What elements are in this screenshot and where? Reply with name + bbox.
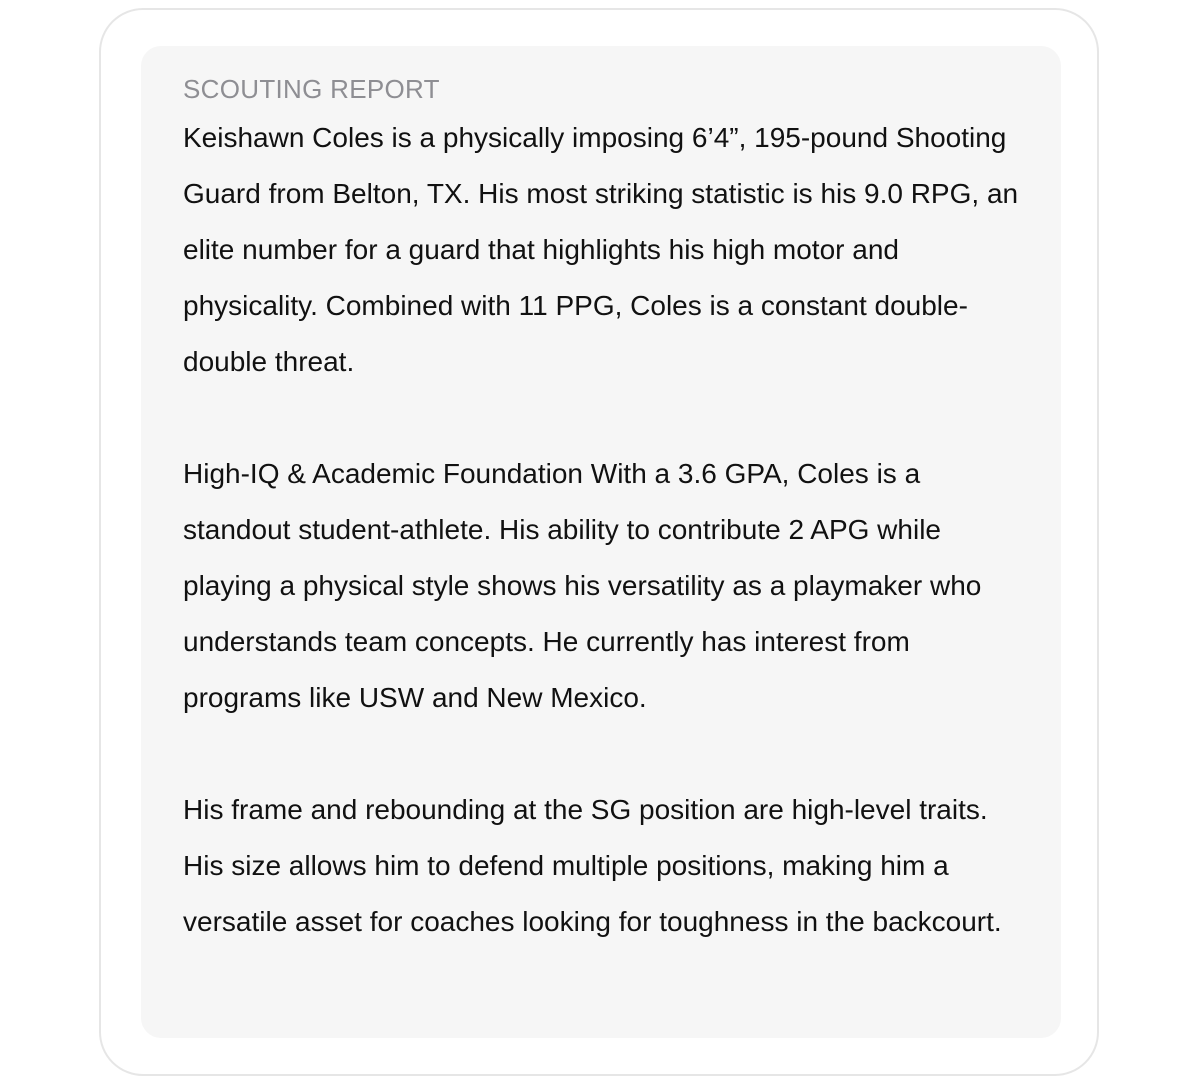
report-paragraph-2: High-IQ & Academic Foundation With a 3.6 GPA, Coles is a standout student-athlete. His ability to contribute 2 APG while playing a physical style shows his versatility as a playmaker who understands team concepts. He currently has interest from programs like USW and New Mexico. (183, 458, 982, 713)
report-paragraph-3: His frame and rebounding at the SG position are high-level traits. His size allows him to defend multiple positions, making him a versatile asset for coaches looking for toughness in the backcourt. (183, 794, 1002, 937)
scouting-report-card (99, 8, 1099, 1076)
section-label: SCOUTING REPORT (183, 74, 440, 104)
report-paragraph-1: Keishawn Coles is a physically imposing 6’4”, 195-pound Shooting Guard from Belton, TX. His most striking statistic is his 9.0 RPG, an elite number for a guard that highlights his high motor and physicality. Combined with 11 PPG, Coles is a constant double-double threat. (183, 122, 1019, 377)
scouting-report-panel (141, 46, 1061, 1038)
report-body (183, 110, 1019, 950)
